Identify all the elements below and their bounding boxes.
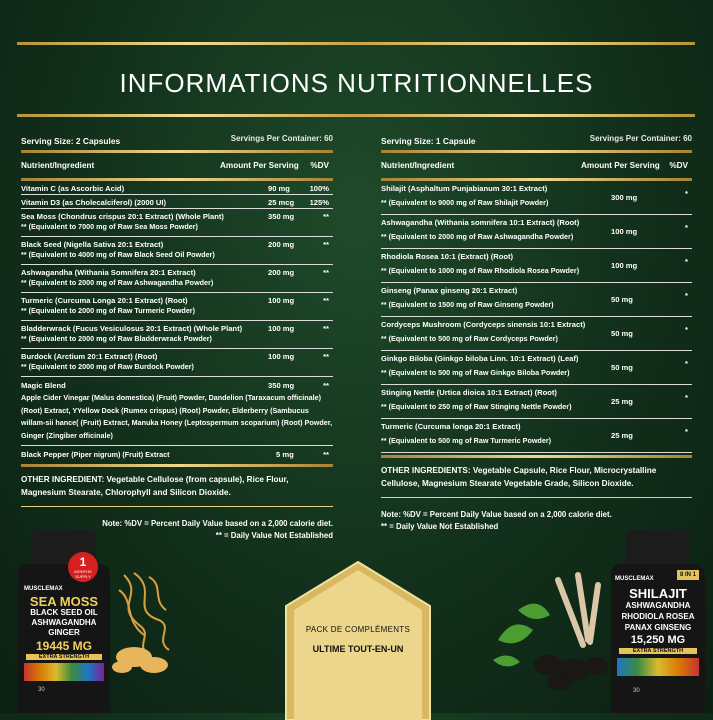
right-oi-rule [381, 497, 692, 498]
left-black-pepper-row [21, 446, 333, 462]
right-bottle-cap [626, 530, 690, 566]
right-nutrient-equivalent: ** (Equivalent to 500 mg of Raw Cordyceps Powder) [381, 334, 558, 343]
right-nutrient-dv: * [685, 393, 688, 402]
right-product-bottle [611, 530, 705, 713]
left-nutrient-row [21, 265, 333, 293]
right-bottle-count: 30 [633, 688, 640, 694]
right-nutrient-amount: 100 mg [611, 260, 638, 270]
left-col-amount: Amount Per Serving [220, 161, 299, 170]
right-bottle-l1: SHILAJIT [629, 586, 687, 601]
left-nutrient-equivalent: ** (Equivalent to 7000 mg of Raw Sea Moss Powder) [21, 222, 198, 231]
left-nutrient-amount: 90 mg [268, 184, 290, 193]
right-nutrient-equivalent: ** (Equivalent to 1500 mg of Raw Ginseng Powder) [381, 300, 554, 309]
left-nutrient-dv: ** [323, 296, 329, 305]
right-serving-header [381, 132, 692, 148]
right-nutrient-amount: 100 mg [611, 226, 638, 236]
right-note-2: ** = Daily Value Not Established [381, 521, 499, 531]
left-months-number: 1 [79, 555, 87, 569]
left-nutrient-name: Burdock (Arctium 20:1 Extract) (Root) [21, 352, 158, 361]
left-nutrient-dv: 125% [309, 198, 329, 207]
right-bottle-l4: PANAX GINSENG [624, 623, 692, 632]
right-bottle-dose: 15,250 MG [630, 634, 686, 646]
left-months-label: MONTHS SUPPLY [74, 569, 92, 579]
right-nutrient-amount: 50 mg [611, 328, 633, 338]
left-magic-blend-row [21, 377, 333, 446]
right-bottle-l3: RHODIOLA ROSEA [621, 612, 695, 621]
left-note-2: ** = Daily Value Not Established [215, 530, 333, 540]
left-nutrient-amount: 100 mg [268, 296, 295, 305]
left-nutrient-amount: 200 mg [268, 268, 295, 277]
right-nutrient-amount: 50 mg [611, 362, 633, 372]
right-nutrient-amount: 25 mg [611, 430, 633, 440]
left-nutrient-equivalent: ** (Equivalent to 4000 mg of Raw Black Seed Oil Powder) [21, 250, 215, 259]
right-nutrient-row [381, 317, 692, 351]
left-rows [21, 181, 333, 377]
black-pepper-latin: (Piper nigrum) (Fruit) Extract [71, 450, 170, 459]
right-nutrient-dv: * [685, 291, 688, 300]
right-nutrient-name: Ashwagandha (Withania somnifera 10:1 Extract) (Root) [381, 218, 580, 227]
left-nutrient-row [21, 349, 333, 377]
left-nutrient-row [21, 195, 333, 209]
left-nutrient-row [21, 237, 333, 265]
right-nutrient-equivalent: ** (Equivalent to 1000 mg of Raw Rhodiola Rosea Powder) [381, 266, 580, 275]
left-nutrient-amount: 25 mcg [268, 198, 295, 207]
left-nutrient-dv: 100% [309, 184, 329, 193]
left-nutrient-amount: 100 mg [268, 352, 295, 361]
left-nutrient-dv: ** [323, 352, 329, 361]
right-other-ingredients [381, 464, 692, 490]
left-nutrient-equivalent: ** (Equivalent to 2000 mg of Raw Ashwagandha Powder) [21, 278, 214, 287]
left-bottle-l2: BLACK SEED OIL [30, 608, 98, 617]
right-nutrient-row [381, 351, 692, 385]
sea-moss-strands [119, 573, 169, 655]
left-oi-rule [21, 506, 333, 507]
left-column-header [21, 153, 333, 175]
left-servings-per-container: Servings Per Container: 60 [230, 134, 333, 143]
right-col-nutrient: Nutrient/Ingredient [381, 161, 455, 170]
pack-badge-line1: PACK DE COMPLÉMENTS [305, 625, 411, 634]
left-nutrient-name: Bladderwrack (Fucus Vesiculosus 20:1 Extract) (Whole Plant) [21, 324, 243, 333]
right-note-1: Note: %DV = Percent Daily Value based on a 2,000 calorie diet. [381, 510, 612, 519]
left-nutrient-equivalent: ** (Equivalent to 2000 mg of Raw Turmeric Powder) [21, 306, 196, 315]
left-product-bottle [18, 530, 110, 713]
right-bottle-strength: EXTRA STRENGTH [619, 648, 697, 654]
right-nutrient-equivalent: ** (Equivalent to 500 mg of Raw Turmeric Powder) [381, 436, 552, 445]
right-bottom-bar [381, 455, 692, 458]
ginger-root [112, 647, 168, 673]
right-oi-text: Vegetable Capsule, Rice Flour, Microcrystalline Cellulose, Magnesium Stearate Vegetable Grade, Silicon Dioxide. [381, 466, 657, 488]
right-nutrient-amount: 50 mg [611, 294, 633, 304]
left-nutrient-name: Sea Moss (Chondrus crispus 20:1 Extract) (Whole Plant) [21, 212, 224, 221]
left-nutrient-dv: ** [323, 324, 329, 333]
magic-blend-dv: ** [323, 381, 329, 390]
left-nutrient-dv: ** [323, 268, 329, 277]
left-bottom-bar [21, 464, 333, 467]
sea-moss-ginger-image [104, 565, 184, 675]
left-serving-header [21, 132, 333, 148]
left-nutrient-equivalent: ** (Equivalent to 2000 mg of Raw Bladderwrack Powder) [21, 334, 212, 343]
left-note-1: Note: %DV = Percent Daily Value based on a 2,000 calorie diet. [102, 519, 333, 528]
top-gold-rule [17, 42, 695, 45]
right-column-header [381, 153, 692, 175]
right-nutrient-equivalent: ** (Equivalent to 9000 mg of Raw Shilajit Powder) [381, 198, 549, 207]
right-supplement-facts [381, 132, 692, 532]
right-nutrient-dv: * [685, 257, 688, 266]
left-nutrient-name: Black Seed (Nigella Sativa 20:1 Extract) [21, 240, 164, 249]
right-nutrient-dv: * [685, 189, 688, 198]
black-pepper-amount: 5 mg [276, 450, 294, 459]
right-nutrient-row [381, 181, 692, 215]
black-pepper-line [21, 450, 170, 459]
left-months-badge [68, 552, 98, 582]
right-bottle-brand: MUSCLEMAX [615, 576, 654, 582]
page-title: INFORMATIONS NUTRITIONNELLES [119, 68, 594, 98]
left-nutrient-dv: ** [323, 212, 329, 221]
right-nutrient-row [381, 249, 692, 283]
right-nutrient-dv: * [685, 325, 688, 334]
left-bottle-l3: ASHWAGANDHA [31, 618, 97, 627]
left-bottle-dose: 19445 MG [35, 639, 93, 653]
left-oi-text: Vegetable Cellulose (from capsule), Rice Flour, Magnesium Stearate, Chlorophyll and Silicon Dioxide. [21, 475, 289, 497]
right-nutrient-name: Cordyceps Mushroom (Cordyceps sinensis 10:1 Extract) [381, 320, 586, 329]
ginkgo-shilajit-image [488, 570, 618, 700]
pack-badge-line2: ULTIME TOUT-EN-UN [312, 644, 404, 654]
left-col-dv: %DV [310, 161, 329, 170]
right-nutrient-row [381, 283, 692, 317]
right-nutrient-name: Turmeric (Curcuma longa 20:1 Extract) [381, 422, 521, 431]
left-nutrient-name: Ashwagandha (Withania Somnifera 20:1 Extract) [21, 268, 196, 277]
right-serving-size: Serving Size: 1 Capsule [381, 136, 476, 146]
left-nutrient-row [21, 321, 333, 349]
ashwagandha-roots [558, 575, 598, 645]
left-nutrient-dv: ** [323, 240, 329, 249]
right-nutrient-equivalent: ** (Equivalent to 500 mg of Raw Ginkgo Biloba Powder) [381, 368, 570, 377]
left-bottle-brand: MUSCLEMAX [24, 586, 63, 592]
left-bottle-l4: GINGER [48, 628, 80, 637]
right-nutrient-dv: * [685, 359, 688, 368]
left-oi-label: OTHER INGREDIENT: [21, 475, 105, 484]
right-col-amount: Amount Per Serving [581, 161, 660, 170]
right-nutrient-name: Stinging Nettle (Urtica dioica 10:1 Extract) (Root) [381, 388, 557, 397]
pack-badge-shape [284, 560, 432, 720]
left-col-nutrient: Nutrient/Ingredient [21, 161, 95, 170]
right-nutrient-name: Ginseng (Panax ginseng 20:1 Extract) [381, 286, 518, 295]
right-nutrient-equivalent: ** (Equivalent to 250 mg of Raw Stinging Nettle Powder) [381, 402, 572, 411]
left-nutrient-row [21, 209, 333, 237]
magic-blend-amount: 350 mg [268, 381, 295, 390]
left-nutrient-name: Vitamin D3 (as Cholecalciferol) (2000 UI) [21, 198, 167, 207]
right-nutrient-name: Rhodiola Rosea 10:1 (Extract) (Root) [381, 252, 514, 261]
right-oi-label: OTHER INGREDIENTS: [381, 466, 471, 475]
left-nutrient-row [21, 181, 333, 195]
right-nutrient-equivalent: ** (Equivalent to 2000 mg of Raw Ashwagandha Powder) [381, 232, 574, 241]
right-nutrient-name: Ginkgo Biloba (Ginkgo biloba Linn. 10:1 Extract) (Leaf) [381, 354, 579, 363]
right-nutrient-dv: * [685, 223, 688, 232]
left-serving-size: Serving Size: 2 Capsules [21, 136, 121, 146]
right-nutrient-amount: 25 mg [611, 396, 633, 406]
right-col-dv: %DV [669, 161, 688, 170]
right-bottle-color-strip [617, 658, 699, 676]
right-bottle-tag: 8 IN 1 [677, 570, 699, 580]
left-nutrient-amount: 200 mg [268, 240, 295, 249]
left-nutrient-equivalent: ** (Equivalent to 2000 mg of Raw Burdock Powder) [21, 362, 194, 371]
left-nutrient-name: Turmeric (Curcuma Longa 20:1 Extract) (Root) [21, 296, 188, 305]
right-nutrient-row [381, 385, 692, 419]
right-nutrient-row [381, 215, 692, 249]
left-nutrient-amount: 100 mg [268, 324, 295, 333]
left-other-ingredients [21, 473, 333, 499]
right-nutrient-name: Shilajit (Asphaltum Punjabianum 30:1 Extract) [381, 184, 548, 193]
black-pepper-dv: ** [323, 450, 329, 459]
left-nutrient-row [21, 293, 333, 321]
shilajit-resin [534, 655, 608, 690]
left-supplement-facts [21, 132, 333, 541]
left-nutrient-amount: 350 mg [268, 212, 295, 221]
right-nutrient-amount: 300 mg [611, 192, 638, 202]
magic-blend-name: Magic Blend [21, 381, 66, 390]
right-nutrient-dv: * [685, 427, 688, 436]
right-notes [381, 509, 692, 532]
left-bottle-l1: SEA MOSS [29, 594, 99, 609]
pack-badge [284, 560, 432, 720]
left-bottle-count: 30 [38, 687, 45, 693]
left-bottle-strength: EXTRA STRENGTH [26, 654, 102, 660]
right-servings-per-container: Servings Per Container: 60 [589, 134, 692, 143]
left-bottle-color-strip [24, 663, 104, 681]
right-rows [381, 181, 692, 453]
title-gold-rule [17, 114, 695, 117]
black-pepper-name: Black Pepper [21, 450, 70, 459]
right-nutrient-row [381, 419, 692, 453]
right-bottle-l2: ASHWAGANDHA [625, 601, 691, 610]
left-nutrient-name: Vitamin C (as Ascorbic Acid) [21, 184, 125, 193]
magic-blend-desc: Apple Cider Vinegar (Malus domestica) (Fruit) Powder, Dandelion (Taraxacum officinale) (Root) Extract, YYellow Dock (Rumex crispus) (Root) Powder, Elderberry (Sambucus willam-sii hance( (Fruit) Extract, Manuka Honey (Leptospermum scoparium) (Root) Powder, Ginger (Zingiber officinale) [21, 393, 333, 440]
